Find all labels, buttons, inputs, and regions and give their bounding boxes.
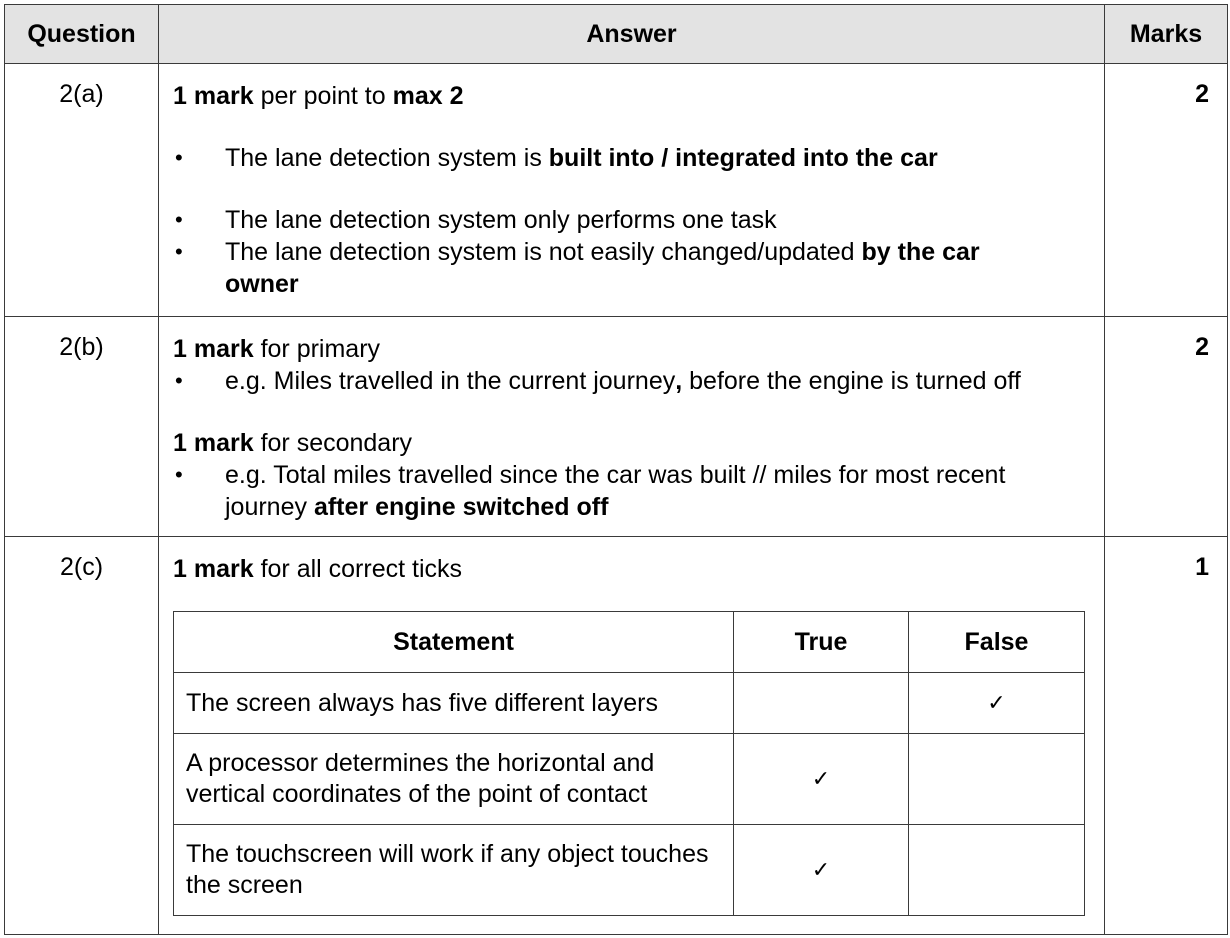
answer-header: Answer	[159, 5, 1105, 64]
mark-guidance: 1 mark per point to max 2	[173, 82, 464, 110]
list-item: • e.g. Miles travelled in the current journey, before the engine is turned off	[173, 365, 1092, 397]
marks-value: 2	[1105, 317, 1228, 537]
mark-guidance: 1 mark for secondary	[173, 429, 413, 457]
false-tick: ✓	[909, 673, 1085, 734]
answer-cell	[159, 317, 1105, 537]
question-header: Question	[5, 5, 159, 64]
question-number: 2(c)	[5, 537, 159, 935]
list-item: • e.g. Total miles travelled since the car was built // miles for most recent journey after engine switched off	[173, 459, 1092, 523]
true-header: True	[734, 612, 909, 673]
mark-guidance: 1 mark for primary	[173, 335, 381, 363]
answer-points	[173, 365, 1092, 397]
answer-points	[173, 204, 1092, 300]
marks-value: 1	[1105, 537, 1228, 935]
answer-cell	[159, 537, 1105, 935]
statement-text: The screen always has five different layers	[174, 673, 734, 734]
table-row	[5, 64, 1228, 317]
list-item: • The lane detection system is not easily changed/updated by the car owner	[173, 236, 985, 300]
statement-header: Statement	[174, 612, 734, 673]
statement-row	[174, 825, 1085, 916]
inner-header-row	[174, 612, 1085, 673]
statement-text: The touchscreen will work if any object touches the screen	[174, 825, 734, 916]
true-tick: ✓	[734, 734, 909, 825]
mark-scheme-table	[4, 4, 1228, 935]
false-header: False	[909, 612, 1085, 673]
true-false-table	[173, 611, 1085, 916]
false-tick	[909, 734, 1085, 825]
header-row	[5, 5, 1228, 64]
marks-value: 2	[1105, 64, 1228, 317]
mark-guidance: 1 mark for all correct ticks	[173, 555, 462, 583]
true-tick: ✓	[734, 825, 909, 916]
list-item: • The lane detection system only performs one task	[173, 204, 1092, 236]
statement-row	[174, 673, 1085, 734]
list-item: • The lane detection system is built into / integrated into the car	[173, 142, 1092, 174]
table-row	[5, 317, 1228, 537]
true-tick	[734, 673, 909, 734]
false-tick	[909, 825, 1085, 916]
statement-text: A processor determines the horizontal and vertical coordinates of the point of contact	[174, 734, 734, 825]
answer-cell	[159, 64, 1105, 317]
table-row	[5, 537, 1228, 935]
answer-points	[173, 459, 1092, 523]
marks-header: Marks	[1105, 5, 1228, 64]
question-number: 2(b)	[5, 317, 159, 537]
question-number: 2(a)	[5, 64, 159, 317]
answer-points	[173, 142, 1092, 174]
statement-row	[174, 734, 1085, 825]
